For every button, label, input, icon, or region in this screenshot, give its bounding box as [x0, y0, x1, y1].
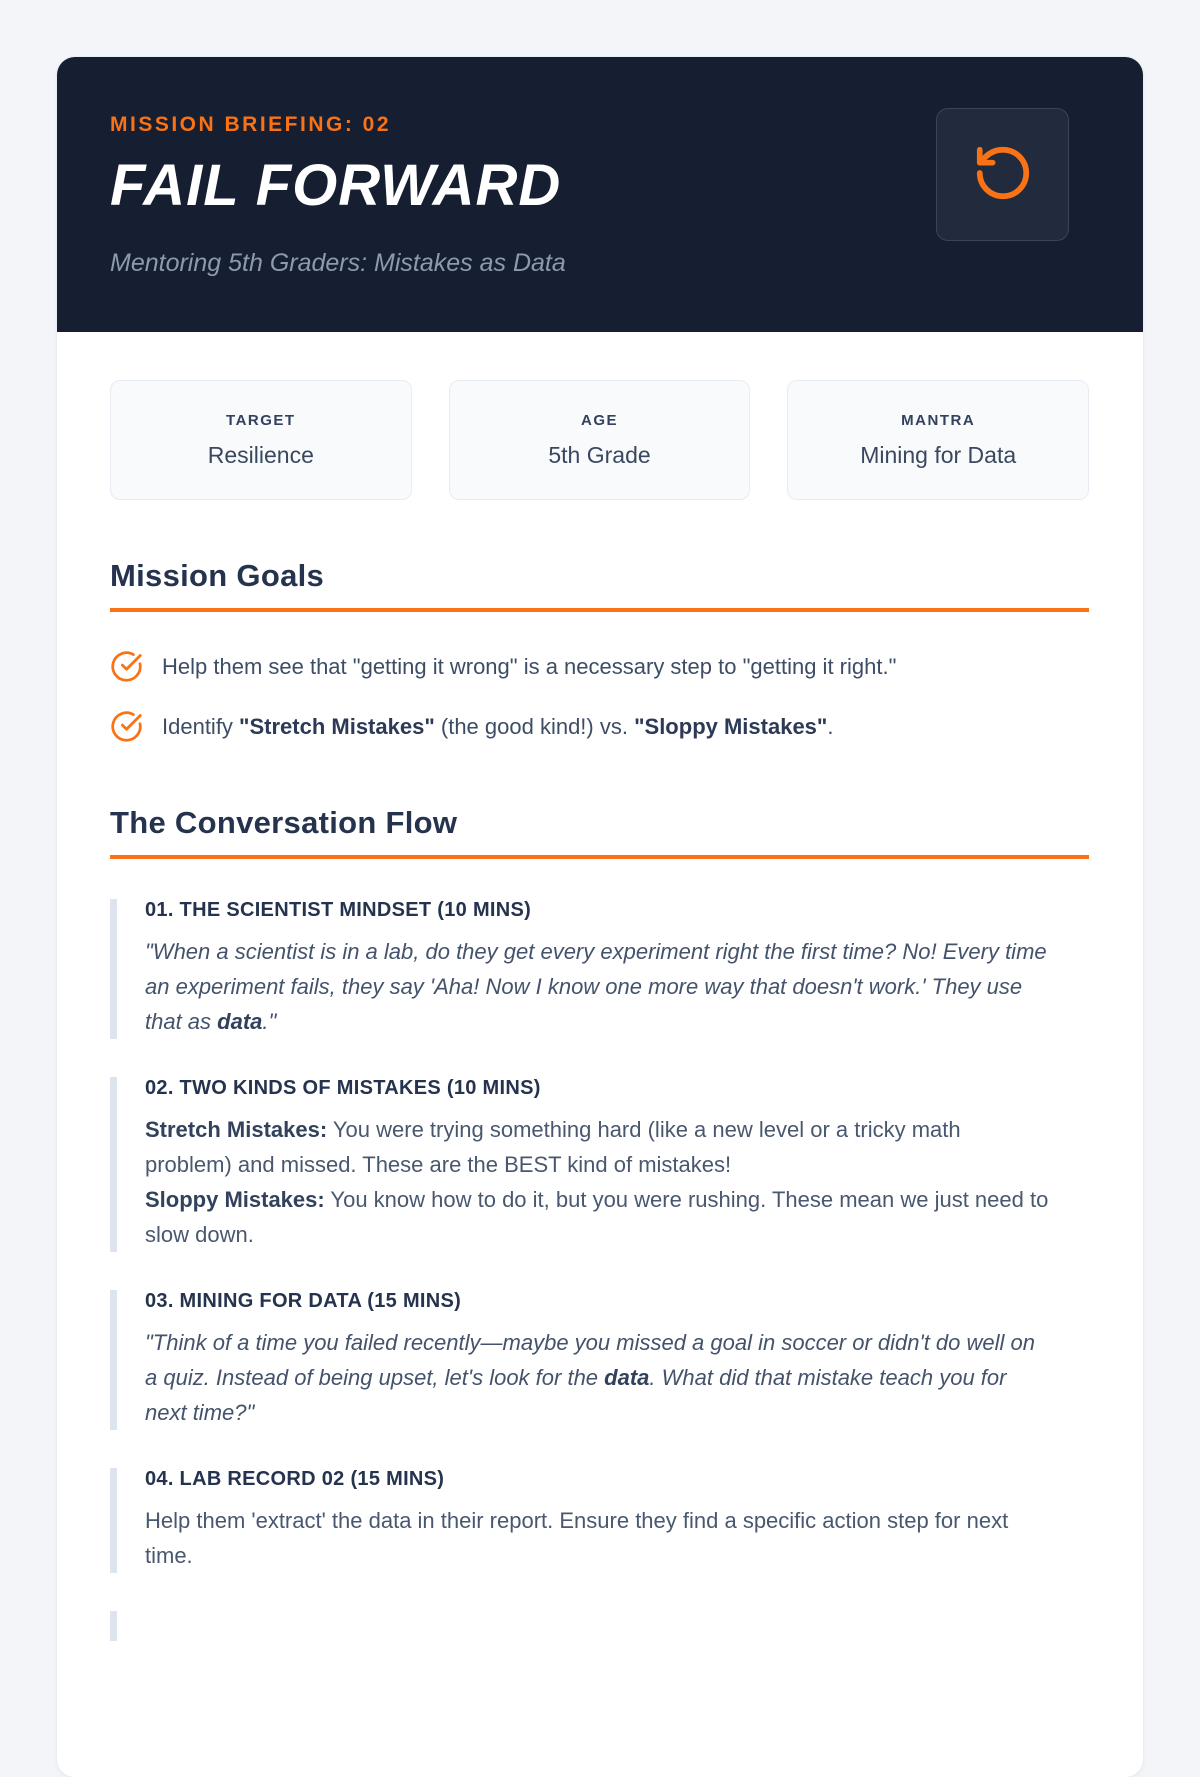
step-body — [145, 1112, 1089, 1252]
step-body — [145, 1503, 1089, 1573]
step-title: 01. THE SCIENTIST MINDSET (10 MINS) — [145, 899, 532, 921]
flow-step — [110, 1468, 1089, 1573]
section-divider — [110, 608, 1089, 612]
conversation-flow-section — [110, 805, 1089, 1641]
check-circle-icon — [110, 710, 143, 743]
mission-goals-heading: Mission Goals — [110, 558, 325, 593]
page-title: FAIL FORWARD — [110, 153, 562, 218]
stat-value: 5th Grade — [548, 442, 651, 468]
rotate-ccw-icon — [972, 142, 1034, 207]
stat-card-target — [110, 380, 412, 500]
flow-step — [110, 1077, 1089, 1252]
step-body — [145, 1325, 1089, 1430]
flow-step — [110, 1290, 1089, 1430]
check-circle-icon — [110, 650, 143, 683]
flow-step — [110, 899, 1089, 1039]
stat-label: AGE — [581, 412, 619, 429]
page-subtitle: Mentoring 5th Graders: Mistakes as Data — [110, 249, 566, 277]
conversation-flow-heading: The Conversation Flow — [110, 805, 458, 840]
stat-card-age — [449, 380, 751, 500]
step-title: 03. MINING FOR DATA (15 MINS) — [145, 1290, 462, 1312]
step-title: 04. LAB RECORD 02 (15 MINS) — [145, 1468, 445, 1490]
step-text: Sloppy Mistakes: You know how to do it, but you were rushing. These mean we just need to slow down. — [145, 1187, 1049, 1247]
stats-row — [110, 380, 1089, 500]
briefing-body — [57, 332, 1143, 1681]
mission-kicker: MISSION BRIEFING: 02 — [110, 113, 392, 136]
next-step-partial — [110, 1611, 1089, 1641]
goal-list — [110, 650, 1089, 743]
step-title: 02. TWO KINDS OF MISTAKES (10 MINS) — [145, 1077, 541, 1099]
stat-label: MANTRA — [901, 412, 976, 429]
stat-value: Resilience — [207, 442, 314, 468]
briefing-header — [57, 57, 1143, 332]
step-text: Help them 'extract' the data in their report. Ensure they find a specific action step for next time. — [145, 1508, 1009, 1568]
step-text: "Think of a time you failed recently—maybe you missed a goal in soccer or didn't do well on a quiz. Instead of being upset, let's look for the data. What did that mistake teach you for next time?" — [145, 1330, 1036, 1425]
step-text: Stretch Mistakes: You were trying something hard (like a new level or a tricky math problem) and missed. These are the BEST kind of mistakes! — [145, 1117, 961, 1177]
goal-item — [110, 650, 1089, 683]
step-text: "When a scientist is in a lab, do they get every experiment right the first time? No! Every time an experiment fails, they say 'Aha! Now I know one more way that doesn't work.' They use that as data." — [145, 939, 1047, 1034]
briefing-card — [57, 57, 1143, 1777]
goal-text: Help them see that "getting it wrong" is a necessary step to "getting it right." — [162, 654, 897, 679]
section-divider — [110, 855, 1089, 859]
stat-value: Mining for Data — [860, 442, 1017, 468]
stat-label: TARGET — [226, 412, 296, 429]
goal-text: Identify "Stretch Mistakes" (the good kind!) vs. "Sloppy Mistakes". — [162, 714, 834, 739]
reset-button[interactable] — [936, 108, 1069, 241]
step-list — [110, 899, 1089, 1573]
mission-goals-section — [110, 558, 1089, 743]
goal-item — [110, 710, 1089, 743]
stat-card-mantra — [787, 380, 1089, 500]
step-body — [145, 934, 1089, 1039]
